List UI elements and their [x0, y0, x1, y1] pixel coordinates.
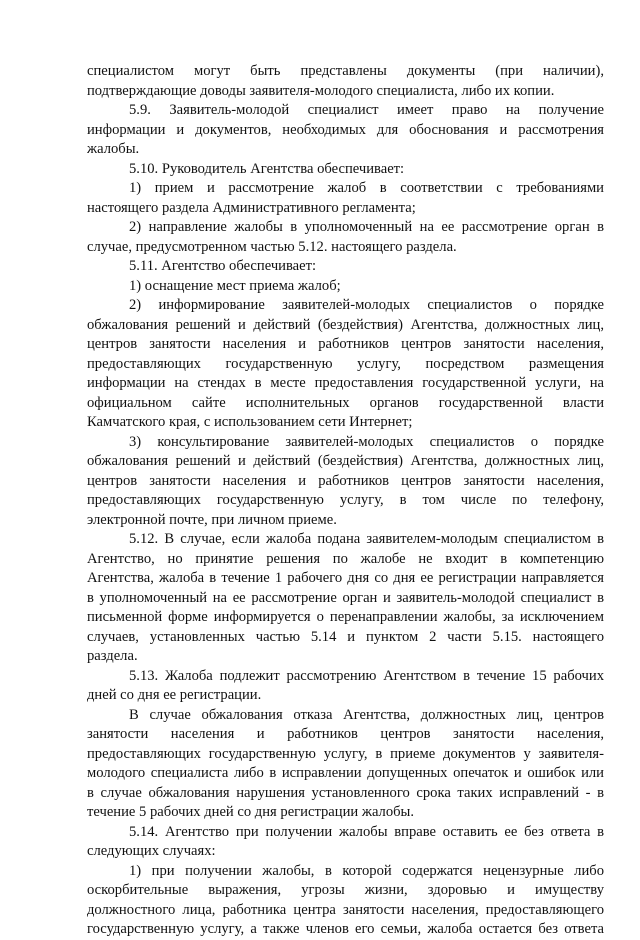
text-line: центров занятости населения и работников центров занятости населения,: [87, 336, 604, 352]
text-line: обжалования решений и действий (бездействия) Агентства, должностных лиц,: [87, 453, 604, 469]
text-line: случаев, установленных частью 5.14 и пунктом 2 части 5.15. настоящего: [87, 628, 604, 645]
text-line: предоставляющих государственную услугу, посредством размещения: [87, 355, 604, 372]
text-line: 5.13. Жалоба подлежит рассмотрению Агентством в течение 15 рабочих: [129, 667, 604, 684]
text-line: Агентства, жалоба в течение 1 рабочего дня со дня ее регистрации направляется: [87, 570, 604, 586]
text-line: В случае обжалования отказа Агентства, должностных лиц, центров: [129, 706, 604, 723]
text-line: 5.12. В случае, если жалоба подана заявителем-молодым специалистом в: [129, 531, 604, 547]
text-line: предоставляющих государственную услугу, в приеме документов у заявителя-: [87, 745, 604, 762]
text-line: письменной форме информируется о перенаправлении жалобы, за исключением: [87, 609, 604, 625]
text-line: жалобы.: [87, 141, 140, 157]
text-line: 2) информирование заявителей-молодых специалистов о порядке: [129, 297, 604, 313]
text-line: обжалования решений и действий (бездействия) Агентства, должностных лиц,: [87, 316, 604, 333]
text-line: Агентство, но принятие решения по жалобе не входит в компетенцию: [87, 550, 604, 567]
text-line: должностного лица, работника центра занятости населения, предоставляющего: [87, 901, 604, 918]
text-line: настоящего раздела Административного регламента;: [87, 199, 416, 216]
text-line: 5.9. Заявитель-молодой специалист имеет право на получение: [129, 102, 604, 118]
text-line: молодого специалиста либо в исправлении допущенных опечаток и ошибок или: [87, 765, 604, 781]
text-line: электронной почте, при личном приеме.: [87, 511, 337, 528]
text-line: 1) прием и рассмотрение жалоб в соответствии с требованиями: [129, 180, 604, 196]
text-line: 5.11. Агентство обеспечивает:: [129, 258, 317, 274]
text-line: занятости населения и работников центров занятости населения,: [87, 726, 604, 742]
text-line: дней со дня ее регистрации.: [87, 687, 262, 703]
text-line: специалистом могут быть представлены документы (при наличии),: [87, 63, 604, 79]
text-line: 2) направление жалобы в уполномоченный на ее рассмотрение орган в: [129, 219, 604, 235]
document-body-text: [87, 62, 604, 940]
text-line: 1) оснащение мест приема жалоб;: [129, 277, 341, 294]
text-line: раздела.: [87, 648, 138, 664]
text-line: 1) при получении жалобы, в которой содержатся нецензурные либо: [129, 862, 604, 879]
text-line: оскорбительные выражения, угрозы жизни, здоровью и имуществу: [87, 882, 604, 898]
text-line: следующих случаях:: [87, 843, 216, 859]
text-line: Камчатского края, с использованием сети Интернет;: [87, 414, 413, 430]
text-line: течение 5 рабочих дней со дня регистрации жалобы.: [87, 804, 415, 820]
text-line: государственную услугу, а также членов его семьи, жалоба остается без ответа: [87, 921, 604, 937]
text-line: предоставляющих государственную услугу, в том числе по телефону,: [87, 492, 604, 508]
text-line: информации на стендах в месте предоставления государственной услуги, на: [87, 375, 604, 391]
text-line: в уполномоченный на ее рассмотрение орган и заявитель-молодой специалист в: [87, 589, 604, 606]
text-line: официальном сайте исполнительных органов государственной власти: [87, 394, 604, 411]
text-line: 5.14. Агентство при получении жалобы вправе оставить ее без ответа в: [129, 823, 604, 840]
text-line: информации и документов, необходимых для обоснования и рассмотрения: [87, 121, 604, 138]
text-line: 3) консультирование заявителей-молодых специалистов о порядке: [129, 433, 604, 450]
text-line: подтверждающие доводы заявителя-молодого специалиста, либо их копии.: [87, 82, 555, 99]
text-line: центров занятости населения и работников центров занятости населения,: [87, 472, 604, 489]
text-line: случае, предусмотренном частью 5.12. настоящего раздела.: [87, 238, 457, 255]
text-line: в случае обжалования нарушения установленного срока таких исправлений - в: [87, 784, 604, 801]
text-line: 5.10. Руководитель Агентства обеспечивает:: [129, 160, 405, 177]
